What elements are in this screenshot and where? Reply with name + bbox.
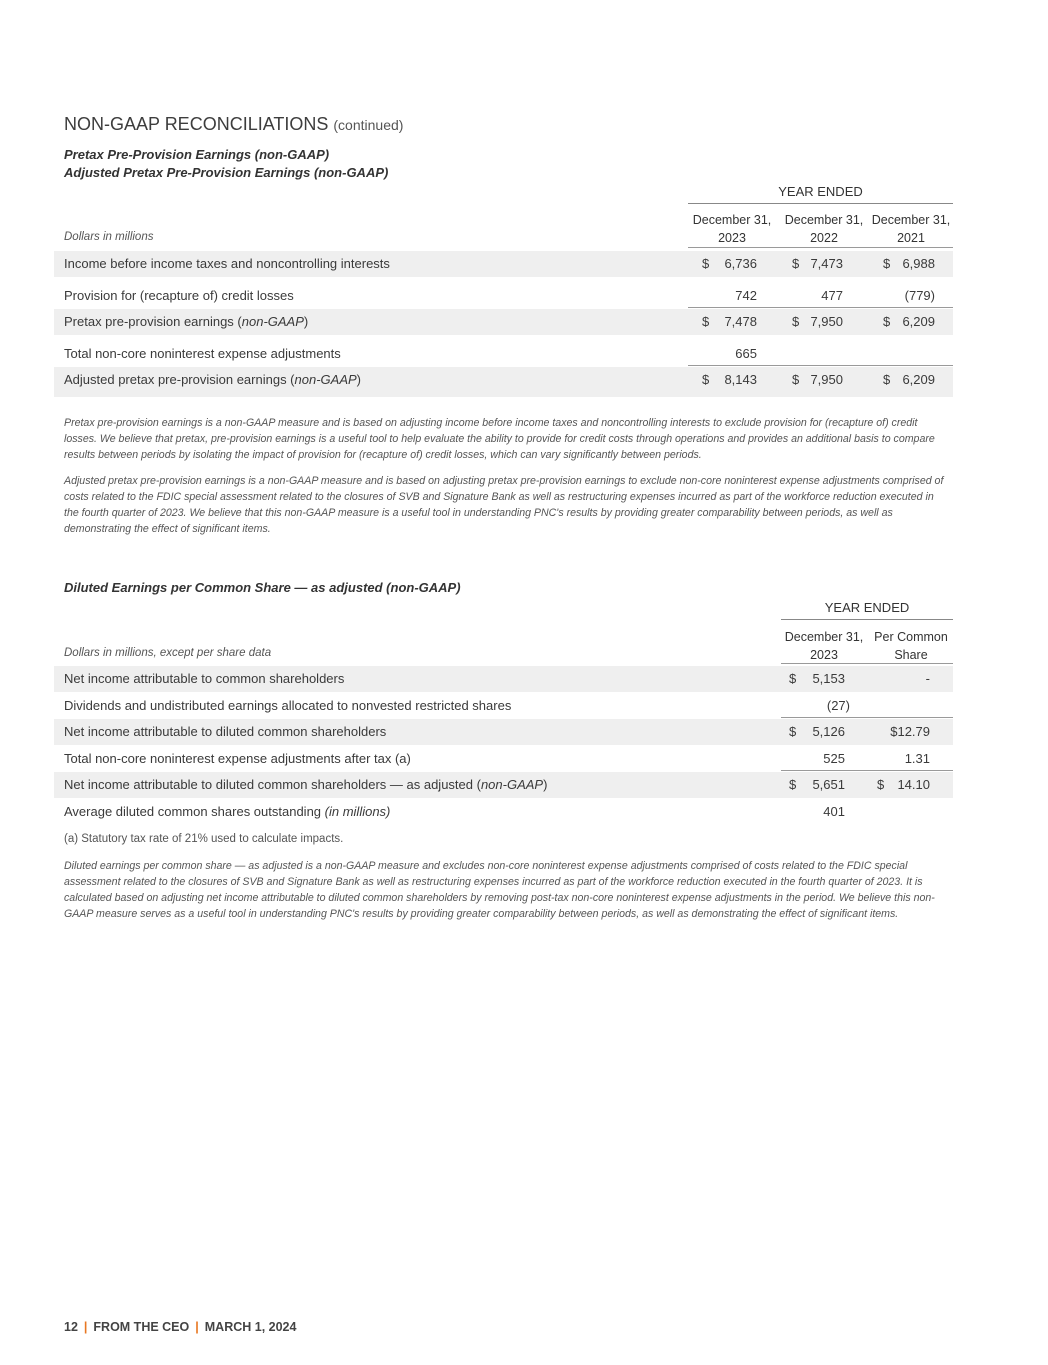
- currency-sign: $: [883, 372, 891, 387]
- table-row: [54, 367, 953, 397]
- row-label: Total non-core noninterest expense adjustments: [64, 346, 341, 361]
- currency-sign: $: [789, 777, 797, 792]
- col-line1: Per Common: [874, 630, 948, 644]
- label-end: ): [356, 372, 362, 387]
- label-end: ): [543, 777, 548, 792]
- label-end: ): [303, 314, 309, 329]
- row-label: Provision for (recapture of) credit losses: [64, 288, 294, 303]
- label-text: Pretax pre-provision earnings (: [64, 314, 242, 329]
- value-per-share: -: [925, 671, 930, 686]
- table1-unit-label: Dollars in millions: [64, 231, 154, 243]
- label-text: Average diluted common shares outstanding: [64, 804, 325, 819]
- table-row: [54, 746, 953, 772]
- footer-separator: |: [83, 1320, 88, 1334]
- table1-total-rule: [688, 365, 953, 366]
- col-line1: December 31,: [784, 630, 864, 644]
- table-row: [54, 309, 953, 335]
- table1-heading-1: Pretax Pre-Provision Earnings (non-GAAP): [64, 147, 330, 162]
- table1-col-2021: [868, 211, 954, 247]
- table1-year-ended-header: YEAR ENDED: [688, 184, 953, 204]
- table2-col-2023: [781, 628, 867, 664]
- row-label: [64, 314, 308, 329]
- label-italic: non-GAAP: [480, 777, 544, 792]
- table-row: [54, 283, 953, 309]
- table2-total-rule: [781, 770, 953, 771]
- table2-footnote: (a) Statutory tax rate of 21% used to calculate impacts.: [64, 833, 344, 845]
- table2-heading: Diluted Earnings per Common Share — as adjusted (non-GAAP): [64, 580, 461, 595]
- value-2023: 401: [823, 804, 845, 819]
- value-2023: 5,153: [812, 671, 845, 686]
- col-line2: 2022: [810, 231, 838, 245]
- value-per-share: 1.31: [904, 751, 930, 766]
- table1-heading-2: Adjusted Pretax Pre-Provision Earnings (non-GAAP): [64, 165, 389, 180]
- value-2023: (27): [826, 698, 850, 713]
- page-title: [64, 114, 403, 135]
- row-label: Dividends and undistributed earnings allocated to nonvested restricted shares: [64, 698, 512, 713]
- label-italic: non-GAAP: [294, 372, 357, 387]
- table2-header-rule: [781, 663, 953, 664]
- footer-section: FROM THE CEO: [93, 1320, 190, 1334]
- col-line1: December 31,: [692, 213, 772, 227]
- currency-sign: $: [792, 372, 800, 387]
- table-row: [54, 251, 953, 277]
- currency-sign: $: [789, 724, 797, 739]
- table2-subtotal-rule: [781, 717, 953, 718]
- table1-col-2023: [688, 211, 776, 247]
- table1-subtotal-rule: [688, 307, 953, 308]
- value-per-share: 14.10: [897, 777, 930, 792]
- value-2023: 665: [735, 346, 757, 361]
- table2-unit-label: Dollars in millions, except per share data: [64, 647, 272, 659]
- value-2022: 7,950: [810, 314, 843, 329]
- currency-sign: $: [792, 314, 800, 329]
- currency-sign: $: [702, 314, 710, 329]
- table2-note: Diluted earnings per common share — as adjusted is a non-GAAP measure and excludes non-core noninterest expense adjustments comprised of costs related to the FDIC special assessment related to the closures of SVB and Signature Bank as well as restructuring expenses incurred as part of the workforce reduction executed in the fourth quarter of 2023. It is calculated based on adjusting net income attributable to diluted common shareholders by removing post-tax non-core noninterest expense adjustments in the period. We believe this non-GAAP measure serves as a useful tool in understanding PNC's results by providing greater comparability between periods, as well as demonstrating the effect of significant items.: [64, 860, 935, 920]
- currency-sign: $: [702, 256, 710, 271]
- row-label: Income before income taxes and noncontrolling interests: [64, 256, 390, 271]
- value-2023: 525: [823, 751, 845, 766]
- table-row: [54, 772, 953, 798]
- label-text: Net income attributable to diluted common shareholders — as adjusted (: [64, 777, 481, 792]
- value-2021: 6,988: [902, 256, 935, 271]
- value-2021: 6,209: [902, 372, 935, 387]
- value-2023: 5,126: [812, 724, 845, 739]
- currency-sign: $: [702, 372, 710, 387]
- row-label: [64, 804, 390, 819]
- table-row: [54, 799, 953, 825]
- table-row: [54, 666, 953, 692]
- col-line2: 2023: [718, 231, 746, 245]
- footer-separator: |: [195, 1320, 199, 1334]
- value-2022: 7,473: [810, 256, 843, 271]
- value-2023: 7,478: [724, 314, 757, 329]
- table-row: [54, 693, 953, 719]
- table2-year-ended-header: YEAR ENDED: [781, 600, 953, 620]
- currency-sign: $: [789, 671, 797, 686]
- col-line1: December 31,: [871, 213, 951, 227]
- value-per-share: $12.79: [890, 724, 930, 739]
- currency-sign: $: [877, 777, 885, 792]
- title-suffix: (continued): [333, 117, 404, 133]
- title-text: NON-GAAP RECONCILIATIONS: [64, 114, 329, 134]
- col-line2: 2021: [897, 231, 925, 245]
- table2-col-per-share: [868, 628, 954, 664]
- footer-date: MARCH 1, 2024: [204, 1320, 297, 1334]
- page-number: 12: [64, 1320, 78, 1334]
- col-line2: Share: [894, 648, 928, 662]
- row-label: Total non-core noninterest expense adjustments after tax (a): [64, 751, 411, 766]
- value-2023: 5,651: [812, 777, 845, 792]
- table-row: [54, 341, 953, 367]
- value-2022: 7,950: [810, 372, 843, 387]
- col-line2: 2023: [810, 648, 838, 662]
- table1-header-rule: [688, 247, 953, 248]
- row-label: [64, 372, 361, 387]
- table1-note-1: Pretax pre-provision earnings is a non-GAAP measure and is based on adjusting income before income taxes and noncontrolling interests to exclude provision for (recapture of) credit losses. We believe that pretax, pre-provision earnings is a useful tool to help evaluate the ability to provide for credit costs through operations and provides an additional basis to compare results between periods by isolating the impact of provision for (recapture of) credit losses, which can vary significantly between periods.: [64, 417, 935, 461]
- label-italic: non-GAAP: [241, 314, 304, 329]
- value-2023: 8,143: [724, 372, 757, 387]
- row-label: Net income attributable to common shareholders: [64, 671, 345, 686]
- value-2021: 6,209: [902, 314, 935, 329]
- currency-sign: $: [792, 256, 800, 271]
- value-2021: (779): [904, 288, 935, 303]
- row-label: [64, 777, 547, 792]
- currency-sign: $: [883, 256, 891, 271]
- col-line1: December 31,: [784, 213, 864, 227]
- value-2023: 742: [735, 288, 757, 303]
- value-2023: 6,736: [724, 256, 757, 271]
- label-text: Adjusted pretax pre-provision earnings (: [64, 372, 295, 387]
- row-label: Net income attributable to diluted common shareholders: [64, 724, 387, 739]
- table1-note-2: Adjusted pretax pre-provision earnings is a non-GAAP measure and is based on adjusting pretax pre-provision earnings to exclude non-core noninterest expense adjustments comprised of costs related to the FDIC special assessment related to the closures of SVB and Signature Bank as well as restructuring expenses incurred as part of the workforce reduction executed in the fourth quarter of 2023. We believe that this non-GAAP measure is a useful tool in understanding PNC's results by providing greater comparability between periods, as well as demonstrating the effect of significant items.: [64, 475, 944, 535]
- table-row: [54, 719, 953, 745]
- value-2022: 477: [821, 288, 843, 303]
- table1-col-2022: [781, 211, 867, 247]
- page-footer: [64, 1320, 296, 1334]
- currency-sign: $: [883, 314, 891, 329]
- label-italic: (in millions): [324, 804, 391, 819]
